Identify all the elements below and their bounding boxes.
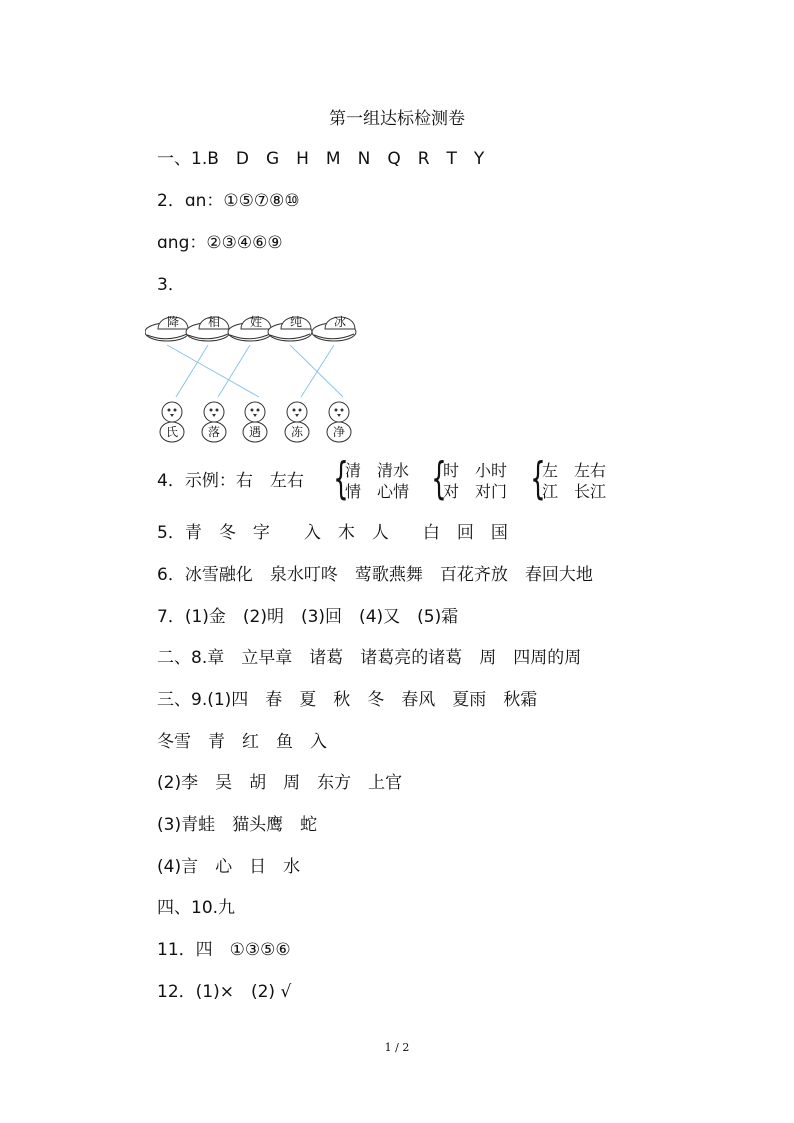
hat-char: 纯 [289, 315, 303, 329]
brace-top: 左 左右 [542, 461, 607, 480]
bird-4 [285, 402, 309, 442]
hat-1 [145, 315, 189, 341]
hat-char: 降 [166, 315, 180, 329]
answer-line-15: 四、10.九 [157, 898, 236, 918]
hat-row [145, 314, 356, 341]
answer-line-16: 11．四 ①③⑤⑥ [157, 940, 291, 960]
left-brace: { [530, 453, 546, 504]
brace-bottom: 情 心情 [345, 482, 410, 501]
answer-line-14: (4)言 心 日 水 [157, 857, 301, 877]
hat-4 [268, 314, 312, 341]
bird-3 [243, 402, 267, 442]
answer-line-4: 3． [157, 275, 185, 295]
bird-char: 净 [332, 425, 346, 439]
bird-char: 落 [207, 425, 221, 439]
answer-line-17: 12．(1)× (2) √ [157, 982, 292, 1002]
brace-top: 清 清水 [345, 461, 410, 480]
connection-lines [167, 345, 343, 397]
left-brace: { [333, 453, 349, 504]
answer-line-12: (2)李 吴 胡 周 东方 上官 [157, 773, 403, 793]
bird-char: 氏 [165, 425, 179, 439]
hat-char: 冰 [333, 315, 347, 329]
hat-5 [312, 314, 356, 341]
bird-2 [202, 402, 226, 442]
bird-1 [160, 402, 184, 442]
answer-line-2: 2．ɑn：①⑤⑦⑧⑩ [157, 191, 300, 211]
answer-line-5: 4．示例：右 左右 [157, 471, 304, 491]
hat-3 [228, 314, 272, 341]
answer-line-3: ɑng：②③④⑥⑨ [157, 233, 283, 253]
answer-line-8: 7．(1)金 (2)明 (3)回 (4)又 (5)霜 [157, 607, 459, 627]
bird-char: 冻 [290, 425, 304, 439]
bird-5 [327, 402, 351, 442]
answer-line-6: 5．青 冬 字 入 木 人 白 回 国 [157, 523, 508, 543]
matching-diagram [145, 305, 365, 450]
page-title: 第一组达标检测卷 [329, 109, 465, 129]
answer-line-7: 6．冰雪融化 泉水叮咚 莺歌燕舞 百花齐放 春回大地 [157, 565, 593, 585]
hat-char: 姓 [249, 315, 263, 329]
brace-bottom: 对 对门 [443, 482, 508, 501]
bird-char: 遇 [248, 425, 262, 439]
brace-top: 时 小时 [443, 461, 508, 480]
match-line [290, 345, 343, 397]
hat-2 [186, 314, 230, 341]
hat-char: 相 [207, 315, 221, 329]
page-number: 1 / 2 [384, 1041, 410, 1054]
brace-bottom: 江 长江 [542, 482, 607, 501]
answer-line-9: 二、8.章 立早章 诸葛 诸葛亮的诸葛 周 四周的周 [157, 648, 582, 668]
answer-line-11: 冬雪 青 红 鱼 入 [157, 732, 327, 752]
answer-line-1: 一、1.B D G H M N Q R T Y [157, 149, 485, 169]
left-brace: { [431, 453, 447, 504]
bird-row [160, 402, 351, 442]
match-line [301, 345, 334, 397]
answer-line-10: 三、9.(1)四 春 夏 秋 冬 春风 夏雨 秋霜 [157, 690, 538, 710]
answer-line-13: (3)青蛙 猫头鹰 蛇 [157, 815, 318, 835]
